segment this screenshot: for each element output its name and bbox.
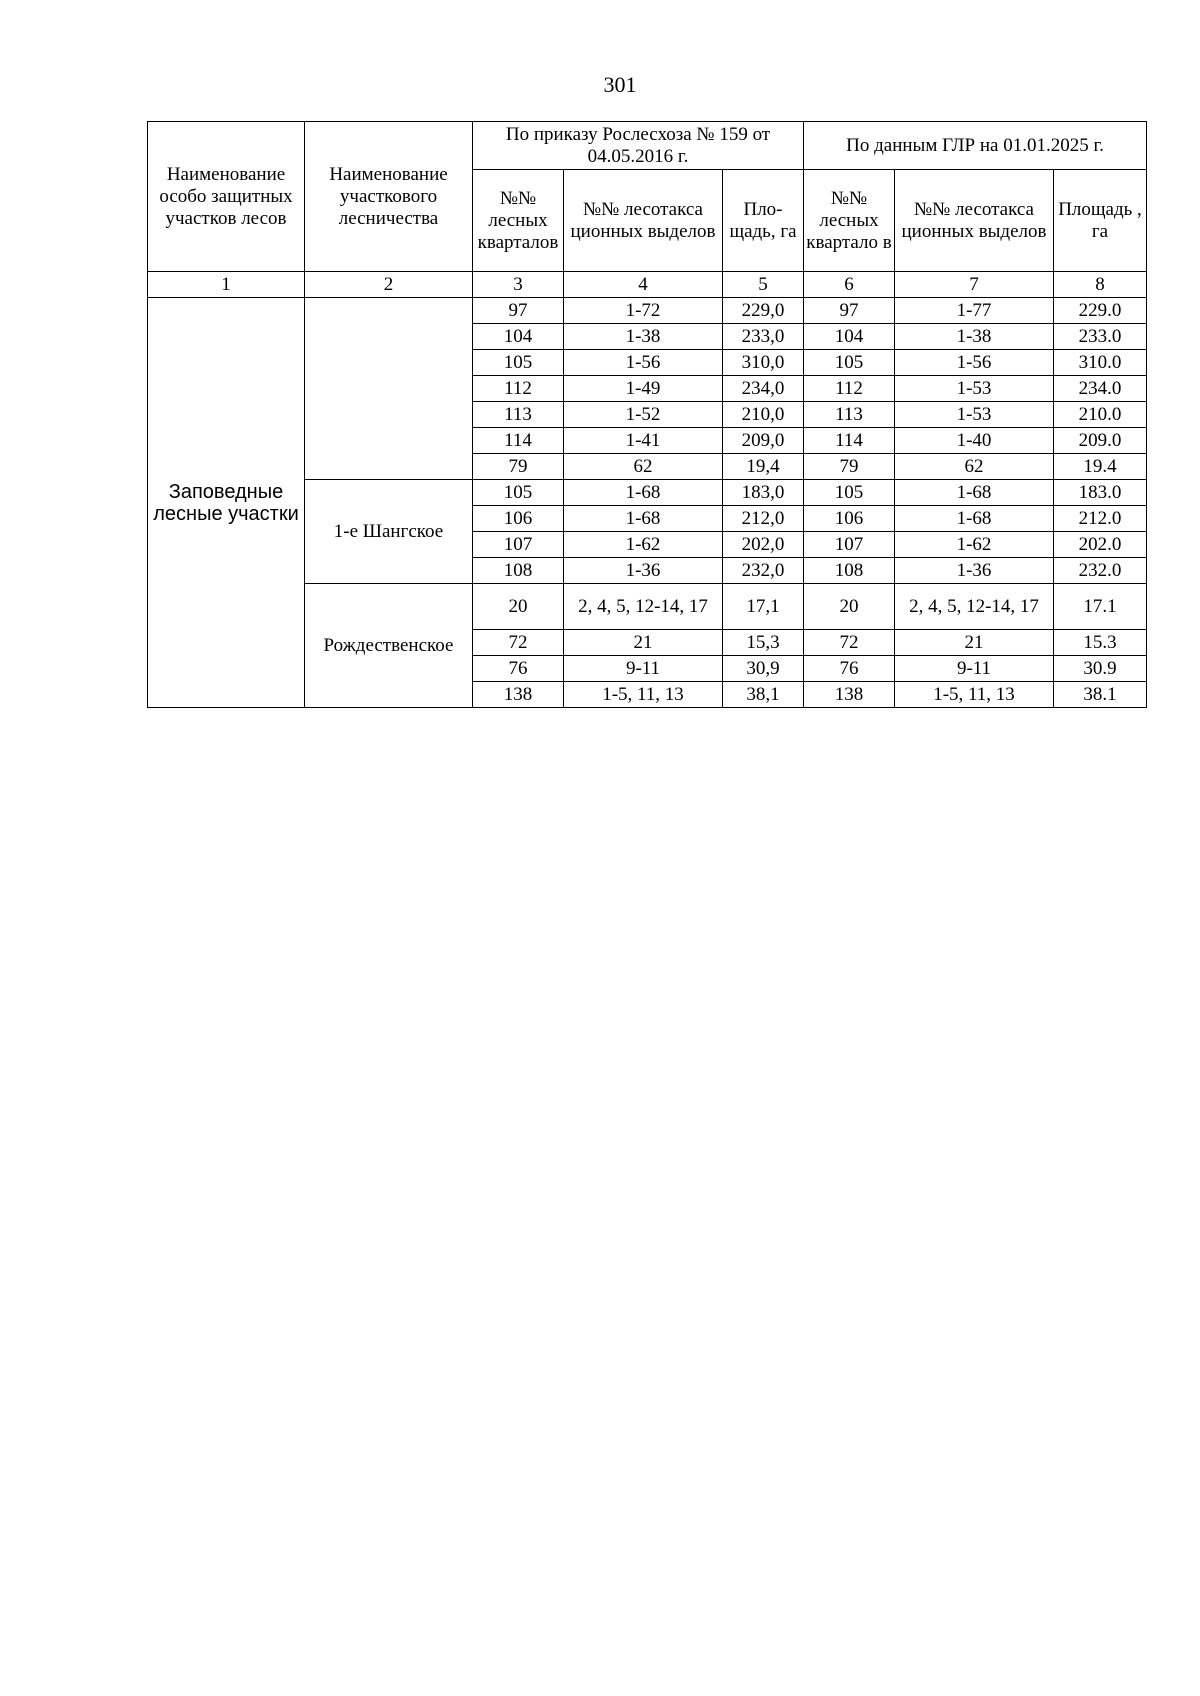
table-cell: 62 — [895, 454, 1054, 480]
table-cell: 30.9 — [1054, 656, 1147, 682]
table-cell: 104 — [804, 324, 895, 350]
table-cell: 15,3 — [723, 630, 804, 656]
table-body — [148, 122, 1147, 708]
table-cell: 76 — [804, 656, 895, 682]
table-cell: 234.0 — [1054, 376, 1147, 402]
table-cell: 1-38 — [564, 324, 723, 350]
column-number: 6 — [804, 272, 895, 298]
column-number: 1 — [148, 272, 305, 298]
header-g2-quarters: №№ лесных квартало в — [804, 170, 895, 272]
table-cell: 20 — [804, 584, 895, 630]
table-cell: 232.0 — [1054, 558, 1147, 584]
column-number: 8 — [1054, 272, 1147, 298]
table-cell: 113 — [804, 402, 895, 428]
table-cell: 17,1 — [723, 584, 804, 630]
table-cell: 233.0 — [1054, 324, 1147, 350]
forestry-cell — [305, 298, 473, 480]
table-cell: 19,4 — [723, 454, 804, 480]
table-cell: 1-53 — [895, 402, 1054, 428]
table-cell: 212,0 — [723, 506, 804, 532]
header-group1: По приказу Рослесхоза № 159 от 04.05.2016 г. — [473, 122, 804, 170]
column-number: 7 — [895, 272, 1054, 298]
table-cell: 107 — [804, 532, 895, 558]
table-cell: 210.0 — [1054, 402, 1147, 428]
table-cell: 1-68 — [564, 506, 723, 532]
table-cell: 1-52 — [564, 402, 723, 428]
header-col2: Наименование участкового лесничества — [305, 122, 473, 272]
table-cell: 72 — [804, 630, 895, 656]
table-cell: 1-36 — [895, 558, 1054, 584]
table-cell: 1-53 — [895, 376, 1054, 402]
table-cell: 202,0 — [723, 532, 804, 558]
table-cell: 1-68 — [564, 480, 723, 506]
table-cell: 183,0 — [723, 480, 804, 506]
header-g2-area: Площадь , га — [1054, 170, 1147, 272]
table-cell: 72 — [473, 630, 564, 656]
table-row — [148, 298, 1147, 324]
header-group2: По данным ГЛР на 01.01.2025 г. — [804, 122, 1147, 170]
table-cell: 209.0 — [1054, 428, 1147, 454]
table-cell: 21 — [564, 630, 723, 656]
table-cell: 106 — [473, 506, 564, 532]
table-cell: 17.1 — [1054, 584, 1147, 630]
forestry-cell: Рождественское — [305, 584, 473, 708]
header-g1-area: Пло-щадь, га — [723, 170, 804, 272]
table-cell: 138 — [804, 682, 895, 708]
table-cell: 183.0 — [1054, 480, 1147, 506]
table-cell: 1-5, 11, 13 — [564, 682, 723, 708]
table-cell: 105 — [473, 350, 564, 376]
column-number: 2 — [305, 272, 473, 298]
table-cell: 21 — [895, 630, 1054, 656]
table-cell: 105 — [804, 480, 895, 506]
table-cell: 1-68 — [895, 506, 1054, 532]
table-cell: 1-56 — [564, 350, 723, 376]
table-cell: 210,0 — [723, 402, 804, 428]
table-cell: 105 — [804, 350, 895, 376]
table-cell: 1-5, 11, 13 — [895, 682, 1054, 708]
table-cell: 2, 4, 5, 12-14, 17 — [564, 584, 723, 630]
header-g2-allotments: №№ лесотакса ционных выделов — [895, 170, 1054, 272]
table-cell: 38,1 — [723, 682, 804, 708]
table-cell: 20 — [473, 584, 564, 630]
forestry-cell: 1-е Шангское — [305, 480, 473, 584]
table-cell: 107 — [473, 532, 564, 558]
forest-plots-table — [147, 121, 1147, 708]
table-cell: 1-77 — [895, 298, 1054, 324]
column-number: 4 — [564, 272, 723, 298]
table-cell: 1-72 — [564, 298, 723, 324]
table-cell: 106 — [804, 506, 895, 532]
table-cell: 229.0 — [1054, 298, 1147, 324]
table-cell: 232,0 — [723, 558, 804, 584]
page-number: 301 — [603, 72, 637, 97]
table-cell: 1-62 — [564, 532, 723, 558]
table-cell: 30,9 — [723, 656, 804, 682]
table-cell: 112 — [804, 376, 895, 402]
header-g1-quarters: №№ лесных кварталов — [473, 170, 564, 272]
table-cell: 1-40 — [895, 428, 1054, 454]
table-cell: 19.4 — [1054, 454, 1147, 480]
table-cell: 97 — [804, 298, 895, 324]
table-cell: 212.0 — [1054, 506, 1147, 532]
table-cell: 1-49 — [564, 376, 723, 402]
table-cell: 79 — [473, 454, 564, 480]
table-cell: 229,0 — [723, 298, 804, 324]
table-cell: 105 — [473, 480, 564, 506]
table-cell: 209,0 — [723, 428, 804, 454]
table-cell: 97 — [473, 298, 564, 324]
table-cell: 76 — [473, 656, 564, 682]
table-cell: 9-11 — [564, 656, 723, 682]
table-cell: 113 — [473, 402, 564, 428]
table-cell: 1-41 — [564, 428, 723, 454]
protected-category-cell: Заповедные лесные участки — [148, 298, 305, 708]
table-cell: 138 — [473, 682, 564, 708]
table-cell: 112 — [473, 376, 564, 402]
table-cell: 310.0 — [1054, 350, 1147, 376]
column-number: 3 — [473, 272, 564, 298]
table-cell: 2, 4, 5, 12-14, 17 — [895, 584, 1054, 630]
table-cell: 108 — [473, 558, 564, 584]
table-cell: 38.1 — [1054, 682, 1147, 708]
table-cell: 1-56 — [895, 350, 1054, 376]
table-cell: 114 — [804, 428, 895, 454]
table-cell: 233,0 — [723, 324, 804, 350]
column-number-row — [148, 272, 1147, 298]
table-cell: 202.0 — [1054, 532, 1147, 558]
table-cell: 310,0 — [723, 350, 804, 376]
table-cell: 1-68 — [895, 480, 1054, 506]
table-cell: 114 — [473, 428, 564, 454]
table-cell: 15.3 — [1054, 630, 1147, 656]
table-cell: 234,0 — [723, 376, 804, 402]
table-cell: 9-11 — [895, 656, 1054, 682]
table-cell: 104 — [473, 324, 564, 350]
table-cell: 1-36 — [564, 558, 723, 584]
column-number: 5 — [723, 272, 804, 298]
table-cell: 79 — [804, 454, 895, 480]
table-cell: 1-38 — [895, 324, 1054, 350]
header-g1-allotments: №№ лесотакса ционных выделов — [564, 170, 723, 272]
header-col1: Наименование особо защитных участков лесов — [148, 122, 305, 272]
table-cell: 108 — [804, 558, 895, 584]
table-cell: 62 — [564, 454, 723, 480]
table-cell: 1-62 — [895, 532, 1054, 558]
